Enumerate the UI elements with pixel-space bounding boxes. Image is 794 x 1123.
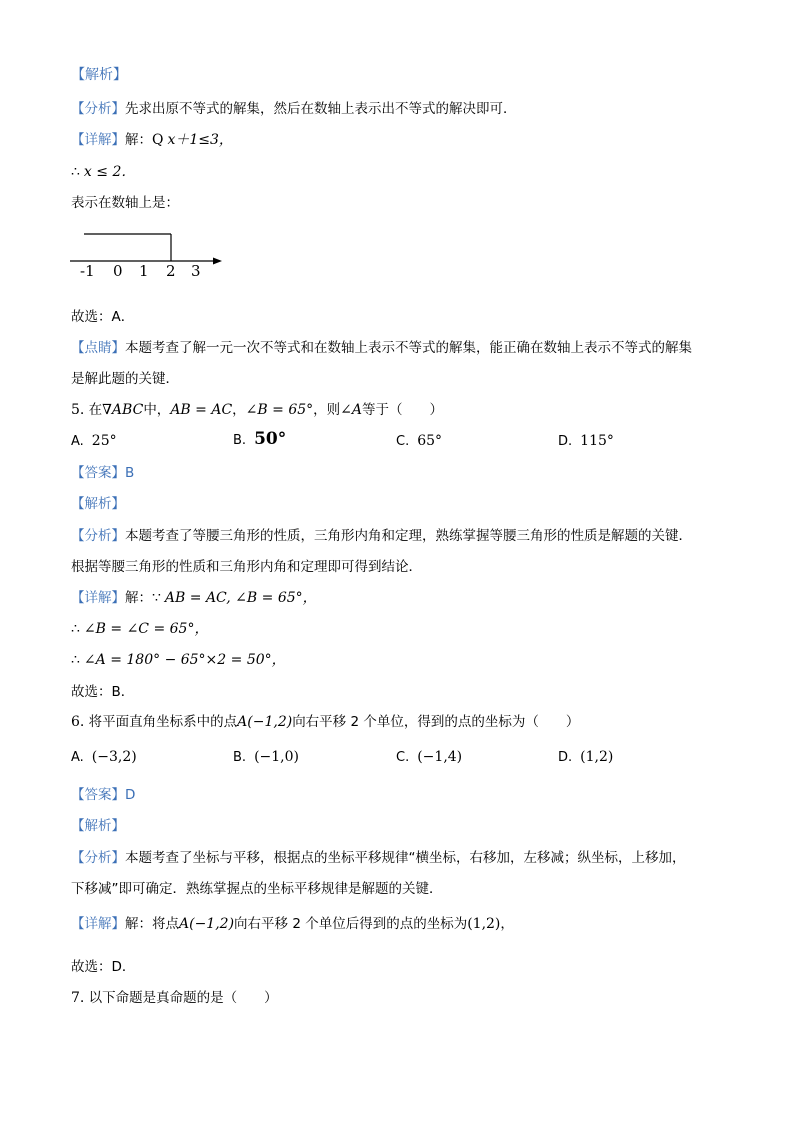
q5-fenxi-line-1: 【分析】本题考查了等腰三角形的性质，三角形内角和定理，熟练掌握等腰三角形的性质是解题的关键． [71,528,692,544]
q5-fenxi-line-2: 根据等腰三角形的性质和三角形内角和定理即可得到结论． [71,559,422,575]
q6-option-c: C. (−1,4) [396,749,463,765]
q6-xiangjie-line: 【详解】解：将点A(−1,2)向右平移 2 个单位后得到的点的坐标为(1,2)， [71,916,514,932]
tick-label: 0 [113,262,123,280]
q5-step-2: ∴ ∠B = ∠C = 65°， [71,621,209,637]
q5-option-d: D. 115° [558,433,614,449]
s1-guxuan: 故选：A． [71,309,135,325]
q5-option-c: C. 65° [396,433,443,449]
q6-fenxi-line-1: 【分析】本题考查了坐标与平移，根据点的坐标平移规律“横坐标，右移加，左移减；纵坐标，上移加， [71,850,686,866]
tick-label: 3 [191,262,201,280]
q6-option-d: D. (1,2) [558,749,614,765]
number-line-arrow [213,258,222,265]
s1-fenxi-paragraph: 【分析】先求出原不等式的解集，然后在数轴上表示出不等式的解决即可． [71,101,517,117]
q5-guxuan: 故选：B． [71,684,135,700]
s1-dianjing-line-2: 是解此题的关键． [71,371,179,387]
q5-jiexi-heading: 【解析】 [71,496,125,512]
q6-fenxi-line-2: 下移减”即可确定．熟练掌握点的坐标平移规律是解题的关键． [71,881,443,897]
q7-stem: 7. 以下命题是真命题的是（ ） [71,990,278,1006]
q6-answer: 【答案】D [71,787,136,803]
q5-option-a: A. 25° [71,433,117,449]
q5-step-3: ∴ ∠A = 180° − 65°×2 = 50°， [71,652,286,668]
q6-stem: 6. 将平面直角坐标系中的点A(−1,2)向右平移 2 个单位，得到的点的坐标为（ ） [71,714,580,730]
s1-xiangjie-line: 【详解】解：Q x＋1≤3， [71,132,233,148]
q5-xiangjie-line: 【详解】解：∵ AB = AC, ∠B = 65°， [71,590,317,606]
s1-numberline-intro: 表示在数轴上是： [71,195,179,211]
s1-dianjing-line-1: 【点睛】本题考查了解一元一次不等式和在数轴上表示不等式的解集，能正确在数轴上表示不等式的解集 [71,340,692,356]
s1-jiexi-heading: 【解析】 [71,67,127,83]
s1-solution-line: ∴ x ≤ 2． [71,164,136,180]
number-line-figure [66,228,226,288]
q6-jiexi-heading: 【解析】 [71,818,125,834]
tick-label: 1 [139,262,149,280]
tick-label: 2 [166,262,176,280]
tick-label: -1 [80,262,95,280]
q6-option-b: B. (−1,0) [233,749,299,765]
q5-answer: 【答案】B [71,465,135,481]
q6-guxuan: 故选：D． [71,959,136,975]
q6-option-a: A. (−3,2) [71,749,137,765]
q5-stem: 5. 在∇ABC中，AB = AC，∠B = 65°，则∠A等于（ ） [71,402,443,418]
q5-option-b: B. 50° [233,429,287,449]
